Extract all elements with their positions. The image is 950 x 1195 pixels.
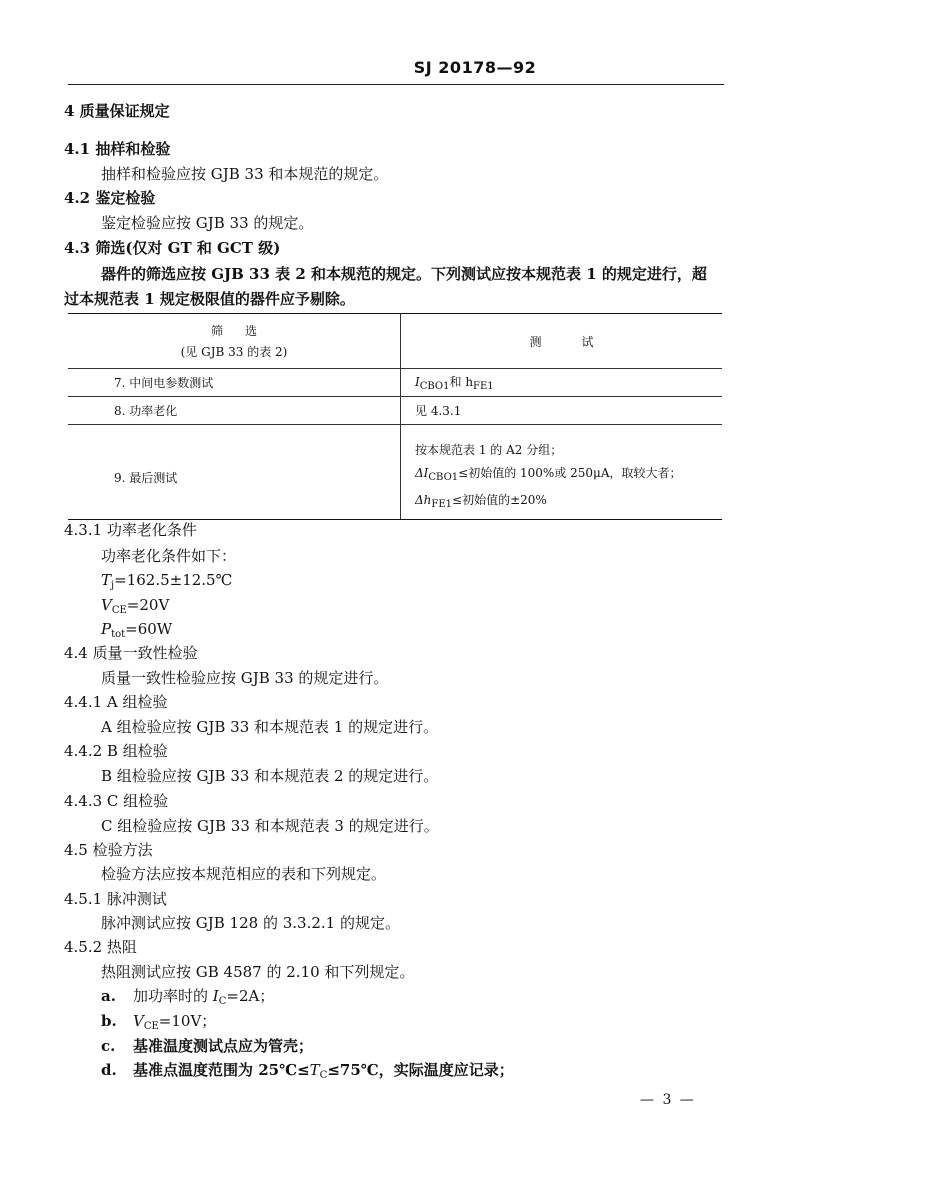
final-test-line3-text: ≤初始值的±20% bbox=[452, 492, 547, 507]
section-4-5-title: 4.5 检验方法 bbox=[64, 841, 153, 859]
subscript: FE1 bbox=[473, 381, 494, 392]
section-4-4-2-title: 4.4.2 B 组检验 bbox=[64, 742, 168, 760]
section-4-1-text: 抽样和检验应按 GJB 33 和本规范的规定。 bbox=[101, 165, 389, 183]
list-item-label: c. bbox=[101, 1037, 116, 1055]
screen-step: 9. 最后测试 bbox=[68, 425, 401, 520]
list-item-value: ≤75℃，实际温度应记录； bbox=[327, 1061, 514, 1079]
symbol-t: T bbox=[309, 1061, 320, 1079]
section-4-5-1-title: 4.5.1 脉冲测试 bbox=[64, 890, 167, 908]
subscript: CBO1 bbox=[428, 471, 459, 483]
section-4-2-title: 4.2 鉴定检验 bbox=[64, 189, 156, 207]
section-4-2-text: 鉴定检验应按 GJB 33 的规定。 bbox=[101, 214, 314, 232]
list-item-text: 基准温度测试点应为管壳； bbox=[133, 1037, 314, 1055]
ptot-condition bbox=[101, 619, 172, 645]
symbol-i: I bbox=[415, 375, 420, 389]
list-item-label: a. bbox=[101, 987, 116, 1005]
col-screening-header-line1: 筛选 bbox=[210, 324, 279, 338]
list-item bbox=[101, 1036, 313, 1056]
section-4-3-1-intro: 功率老化条件如下： bbox=[101, 547, 237, 565]
section-4-4-1-title: 4.4.1 A 组检验 bbox=[64, 693, 168, 711]
section-4-4-2-text: B 组检验应按 GJB 33 和本规范表 2 的规定进行。 bbox=[101, 767, 439, 785]
col-screening-header-line2: (见 GJB 33 的表 2) bbox=[180, 345, 288, 359]
list-item-value: =10V； bbox=[158, 1012, 217, 1030]
tj-condition bbox=[101, 570, 232, 596]
col-test-header: 测试 bbox=[401, 314, 723, 369]
subscript: tot bbox=[111, 629, 126, 640]
symbol-i: I bbox=[212, 987, 219, 1005]
page-number: — 3 — bbox=[640, 1092, 696, 1108]
section-4-4-title: 4.4 质量一致性检验 bbox=[64, 644, 198, 662]
final-test-line1: 按本规范表 1 的 A2 分组； bbox=[415, 442, 563, 457]
section-4-1-title: 4.1 抽样和检验 bbox=[64, 140, 171, 158]
symbol-v: V bbox=[101, 596, 112, 614]
subscript: j bbox=[111, 580, 115, 591]
section-4-3-text-line2: 过本规范表 1 规定极限值的器件应予剔除。 bbox=[64, 290, 355, 308]
document-number-header: SJ 20178—92 bbox=[413, 58, 537, 77]
section-4-5-2-text: 热阻测试应按 GB 4587 的 2.10 和下列规定。 bbox=[101, 963, 415, 981]
screen-test: 见 4.3.1 bbox=[401, 397, 723, 425]
vce-value: =20V bbox=[126, 596, 170, 614]
section-4-4-1-text: A 组检验应按 GJB 33 和本规范表 1 的规定进行。 bbox=[101, 718, 439, 736]
final-test-line3 bbox=[415, 489, 722, 516]
list-item bbox=[101, 1060, 514, 1086]
vce-condition bbox=[101, 595, 169, 621]
list-item-value: =2A； bbox=[226, 987, 275, 1005]
list-item-text: 基准点温度范围为 25℃≤ bbox=[133, 1061, 310, 1079]
symbol-t: T bbox=[101, 571, 112, 589]
section-4-3-1-title: 4.3.1 功率老化条件 bbox=[64, 521, 197, 539]
header-rule bbox=[68, 84, 724, 85]
section-4-5-text: 检验方法应按本规范相应的表和下列规定。 bbox=[101, 865, 387, 883]
ptot-value: =60W bbox=[125, 620, 173, 638]
final-test-line2-text: ≤初始值的 100%或 250μA，取较大者； bbox=[458, 465, 682, 480]
table-header-row bbox=[68, 314, 722, 369]
list-item-label: b. bbox=[101, 1012, 117, 1030]
subscript: C bbox=[319, 1070, 328, 1081]
symbol-p: P bbox=[101, 620, 112, 638]
section-4-5-2-title: 4.5.2 热阻 bbox=[64, 938, 137, 956]
list-item-text: 加功率时的 bbox=[133, 987, 213, 1005]
screen-test bbox=[401, 425, 723, 520]
final-test-line2 bbox=[415, 462, 722, 489]
section-4-4-text: 质量一致性检验应按 GJB 33 的规定进行。 bbox=[101, 669, 389, 687]
test-mid-text: 和 h bbox=[449, 375, 474, 389]
subscript: FE1 bbox=[431, 498, 453, 510]
table-row bbox=[68, 369, 722, 397]
list-item bbox=[101, 986, 274, 1012]
section-4-4-3-text: C 组检验应按 GJB 33 和本规范表 3 的规定进行。 bbox=[101, 817, 439, 835]
subscript: C bbox=[218, 996, 227, 1007]
symbol-v: V bbox=[133, 1012, 144, 1030]
screen-test bbox=[401, 369, 723, 397]
screen-step: 8. 功率老化 bbox=[68, 397, 401, 425]
symbol-delta-i: ΔI bbox=[415, 465, 429, 480]
screening-table bbox=[68, 313, 722, 520]
section-4-3-title: 4.3 筛选(仅对 GT 和 GCT 级) bbox=[64, 239, 281, 257]
list-item bbox=[101, 1011, 216, 1037]
tj-value: =162.5±12.5℃ bbox=[114, 571, 233, 589]
subscript: CE bbox=[111, 605, 127, 616]
section-4-4-3-title: 4.4.3 C 组检验 bbox=[64, 792, 169, 810]
section-4-title: 4 质量保证规定 bbox=[64, 102, 170, 120]
subscript: CE bbox=[143, 1021, 159, 1032]
screen-step: 7. 中间电参数测试 bbox=[68, 369, 401, 397]
section-4-3-text-line1: 器件的筛选应按 GJB 33 表 2 和本规范的规定。下列测试应按本规范表 1 的规定进行，超 bbox=[101, 265, 707, 283]
subscript: CBO1 bbox=[419, 381, 450, 392]
table-row bbox=[68, 425, 722, 520]
symbol-delta-h: Δh bbox=[415, 492, 432, 507]
col-screening-header bbox=[68, 314, 401, 369]
list-item-label: d. bbox=[101, 1061, 117, 1079]
table-row bbox=[68, 397, 722, 425]
section-4-5-1-text: 脉冲测试应按 GJB 128 的 3.3.2.1 的规定。 bbox=[101, 914, 400, 932]
